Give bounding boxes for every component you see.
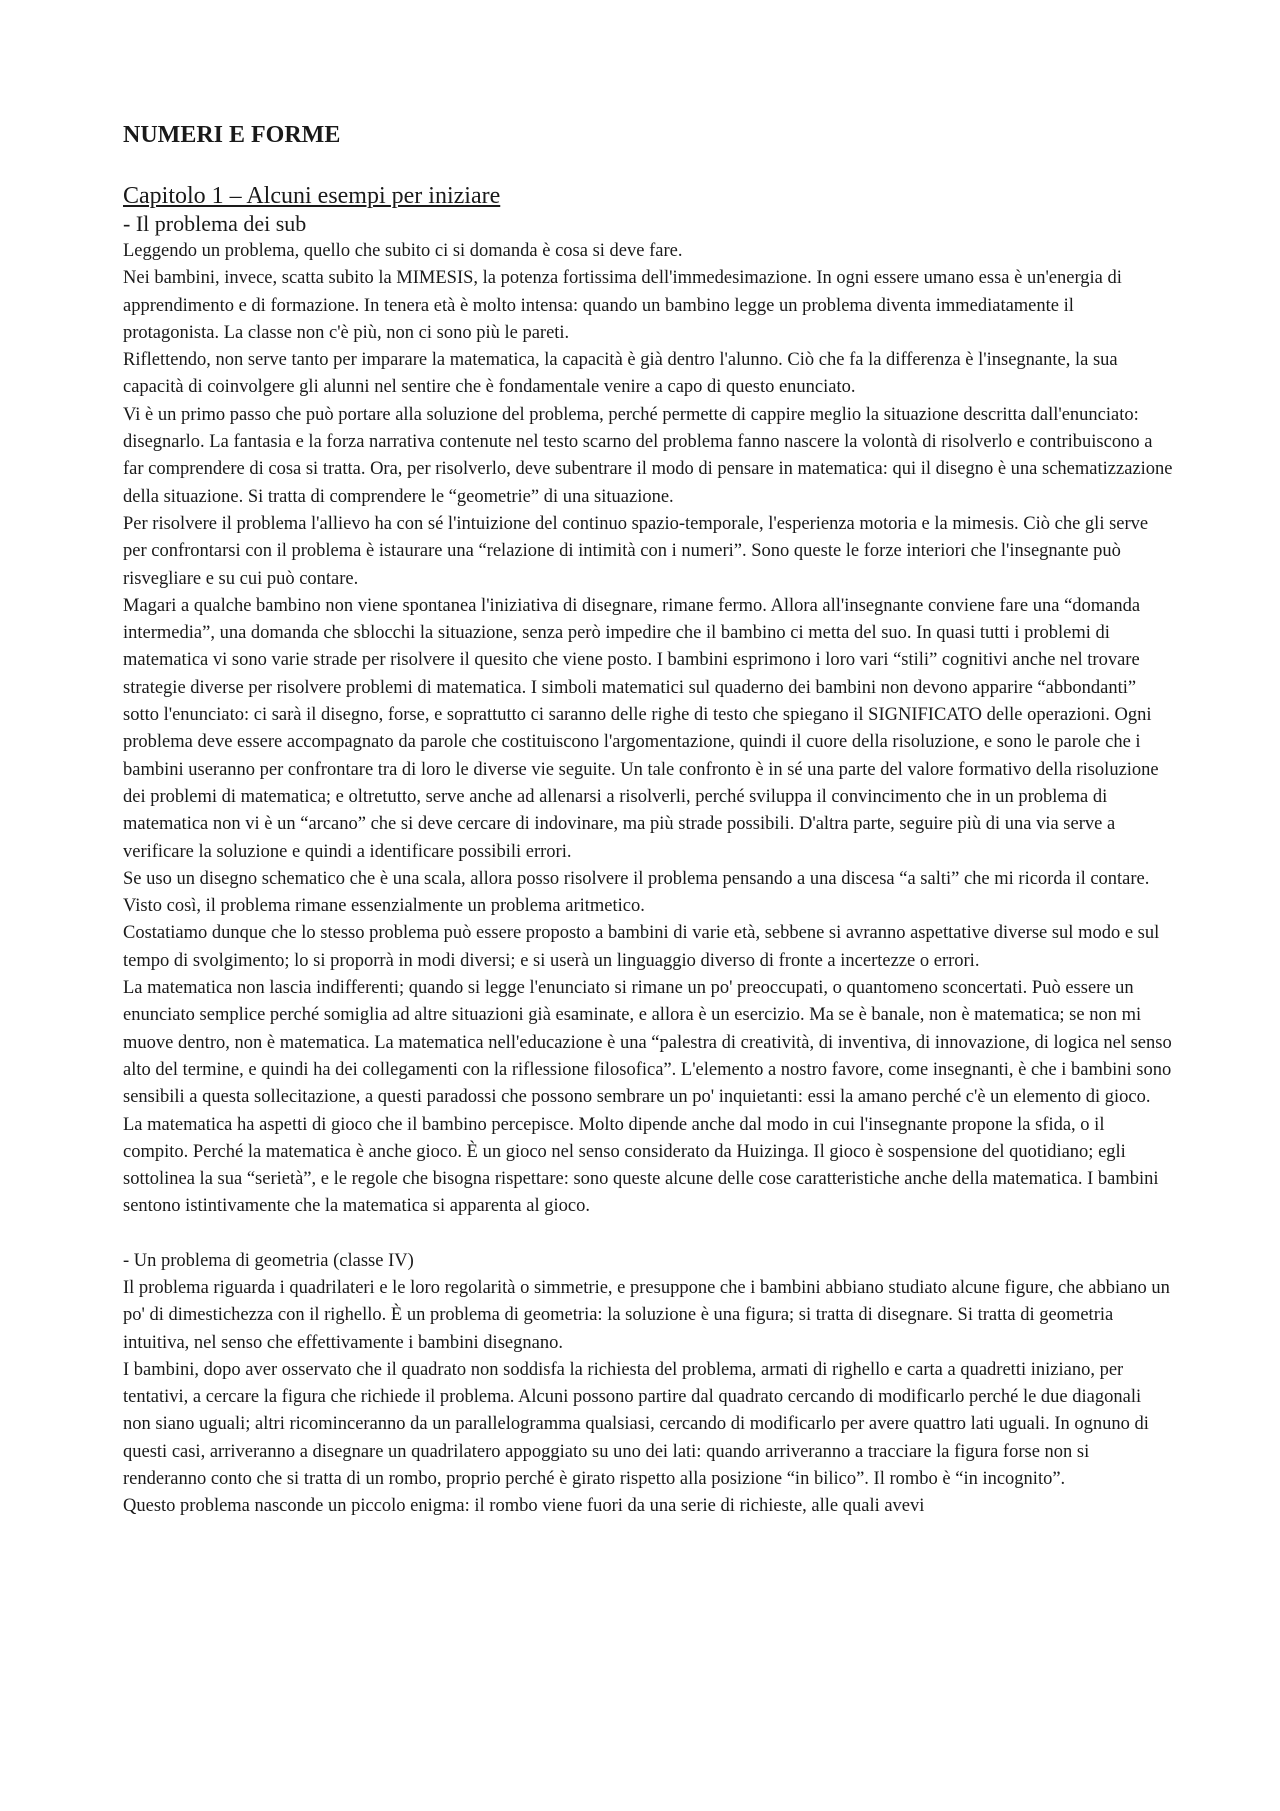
paragraph: Nei bambini, invece, scatta subito la MIMESIS, la potenza fortissima dell'immedesimazione. In ogni essere umano essa è un'energia di apprendimento e di formazione. In tenera età è molto intensa: quando un bambino legge un problema diventa immediatamente il protagonista. La classe non c'è più, non ci sono più le pareti.: [123, 268, 1122, 343]
document-page: [123, 120, 1173, 1521]
paragraph: Il problema riguarda i quadrilateri e le loro regolarità o simmetrie, e presuppone che i bambini abbiano studiato alcune figure, che abbiano un po' di dimestichezza con il righello. È un problema di geometria: la soluzione è una figura; si tratta di disegnare. Si tratta di geometria intuitiva, nel senso che effettivamente i bambini disegnano.: [123, 1277, 1170, 1353]
section-heading: - Un problema di geometria (classe IV): [123, 1250, 414, 1271]
paragraph: Leggendo un problema, quello che subito ci si domanda è cosa si deve fare.: [123, 241, 683, 261]
paragraph: I bambini, dopo aver osservato che il quadrato non soddisfa la richiesta del problema, armati di righello e carta a quadretti iniziano, per tentativi, a cercare la figura che richiede il problema. Alcuni possono partire dal quadrato cercando di modificarlo perché le due diagonali non siano uguali; altri ricominceranno da un parallelogramma qualsiasi, cercando di modificarlo per avere quattro lati uguali. In ognuno di questi casi, arriveranno a disegnare un quadrilatero appoggiato su uno dei lati: quando arriveranno a tracciare la figura forse non si renderanno conto che si tratta di un rombo, proprio perché è girato rispetto alla posizione “in bilico”. Il rombo è “in incognito”.: [123, 1359, 1149, 1490]
chapter-title: Capitolo 1 – Alcuni esempi per iniziare: [123, 183, 501, 209]
paragraph: Vi è un primo passo che può portare alla soluzione del problema, perché permette di cappire meglio la situazione descritta dall'enunciato: disegnarlo. La fantasia e la forza narrativa contenute nel testo scarno del problema fanno nascere la volontà di risolverlo e contribuiscono a far comprendere di cosa si tratta. Ora, per risolverlo, deve subentrare il modo di pensare in matematica: qui il disegno è una schematizzazione della situazione. Si tratta di comprendere le “geometrie” di una situazione.: [123, 404, 1173, 507]
paragraph: Se uso un disegno schematico che è una scala, allora posso risolvere il problema pensando a una discesa “a salti” che mi ricorda il contare. Visto così, il problema rimane essenzialmente un problema aritmetico.: [123, 868, 1150, 917]
paragraph: Per risolvere il problema l'allievo ha con sé l'intuizione del continuo spazio-temporale, l'esperienza motoria e la mimesis. Ciò che gli serve per confrontarsi con il problema è istaurare una “relazione di intimità con i numeri”. Sono queste le forze interiori che l'insegnante può risvegliare e su cui può contare.: [123, 513, 1149, 589]
section-geometry-problem: [123, 1248, 1173, 1521]
section-spacer: [123, 1221, 1173, 1248]
section-heading: - Il problema dei sub: [123, 211, 307, 236]
paragraph: Questo problema nasconde un piccolo enigma: il rombo viene fuori da una serie di richieste, alle quali avevi: [123, 1496, 925, 1517]
paragraph: La matematica non lascia indifferenti; quando si legge l'enunciato si rimane un po' preoccupati, o quantomeno sconcertati. Può essere un enunciato semplice perché somiglia ad altre situazioni già esaminate, e allora è un esercizio. Ma se è banale, non è matematica; se non mi muove dentro, non è matematica. La matematica nell'educazione è una “palestra di creatività, di inventiva, di innovazione, di logica nel senso alto del termine, e quindi ha dei collegamenti con la riflessione filosofica”. L'elemento a nostro favore, come insegnanti, è che i bambini sono sensibili a questa sollecitazione, a questi paradossi che possono sembrare un po' inquietanti: essi la amano perché c'è un elemento di gioco. La matematica ha aspetti di gioco che il bambino percepisce. Molto dipende anche dal modo in cui l'insegnante propone la sfida, o il compito. Perché la matematica è anche gioco. È un gioco nel senso considerato da Huizinga. Il gioco è sospensione del quotidiano; egli sottolinea la sua “serietà”, e le regole che bisogna rispettare: sono queste alcune delle cose caratteristiche anche della matematica. I bambini sentono istintivamente che la matematica si apparenta al gioco.: [123, 978, 1172, 1217]
document-title: NUMERI E FORME: [123, 122, 341, 148]
section-sub-problem: [123, 210, 1173, 1221]
paragraph: Magari a qualche bambino non viene spontanea l'iniziativa di disegnare, rimane fermo. Allora all'insegnante conviene fare una “domanda intermedia”, una domanda che sblocchi la situazione, senza però impedire che il bambino ci metta del suo. In quasi tutti i problemi di matematica vi sono varie strade per risolvere il quesito che viene posto. I bambini esprimono i loro vari “stili” cognitivi anche nel trovare strategie diverse per risolvere problemi di matematica. I simboli matematici sul quaderno dei bambini non devono apparire “abbondanti” sotto l'enunciato: ci sarà il disegno, forse, e soprattutto ci saranno delle righe di testo che spiegano il SIGNIFICATO delle operazioni. Ogni problema deve essere accompagnato da parole che costituiscono l'argomentazione, quindi il cuore della risoluzione, e sono le parole che i bambini useranno per confrontare tra di loro le diverse vie seguite. Un tale confronto è in sé una parte del valore formativo della risoluzione dei problemi di matematica; e oltretutto, serve anche ad allenarsi a risolverli, perché sviluppa il convincimento che in un problema di matematica non vi è un “arcano” che si deve cercare di indovinare, ma più strade possibili. D'altra parte, seguire più di una via serve a verificare la soluzione e quindi a identificare possibili errori.: [123, 595, 1159, 862]
paragraph: Costatiamo dunque che lo stesso problema può essere proposto a bambini di varie età, sebbene si avranno aspettative diverse sul modo e sul tempo di svolgimento; lo si proporrà in modi diversi; e si userà un linguaggio diverso di fronte a incertezze o errori.: [123, 923, 1160, 971]
paragraph: Riflettendo, non serve tanto per imparare la matematica, la capacità è già dentro l'alunno. Ciò che fa la differenza è l'insegnante, la sua capacità di coinvolgere gli alunni nel sentire che è fondamentale venire a capo di questo enunciato.: [123, 350, 1118, 398]
